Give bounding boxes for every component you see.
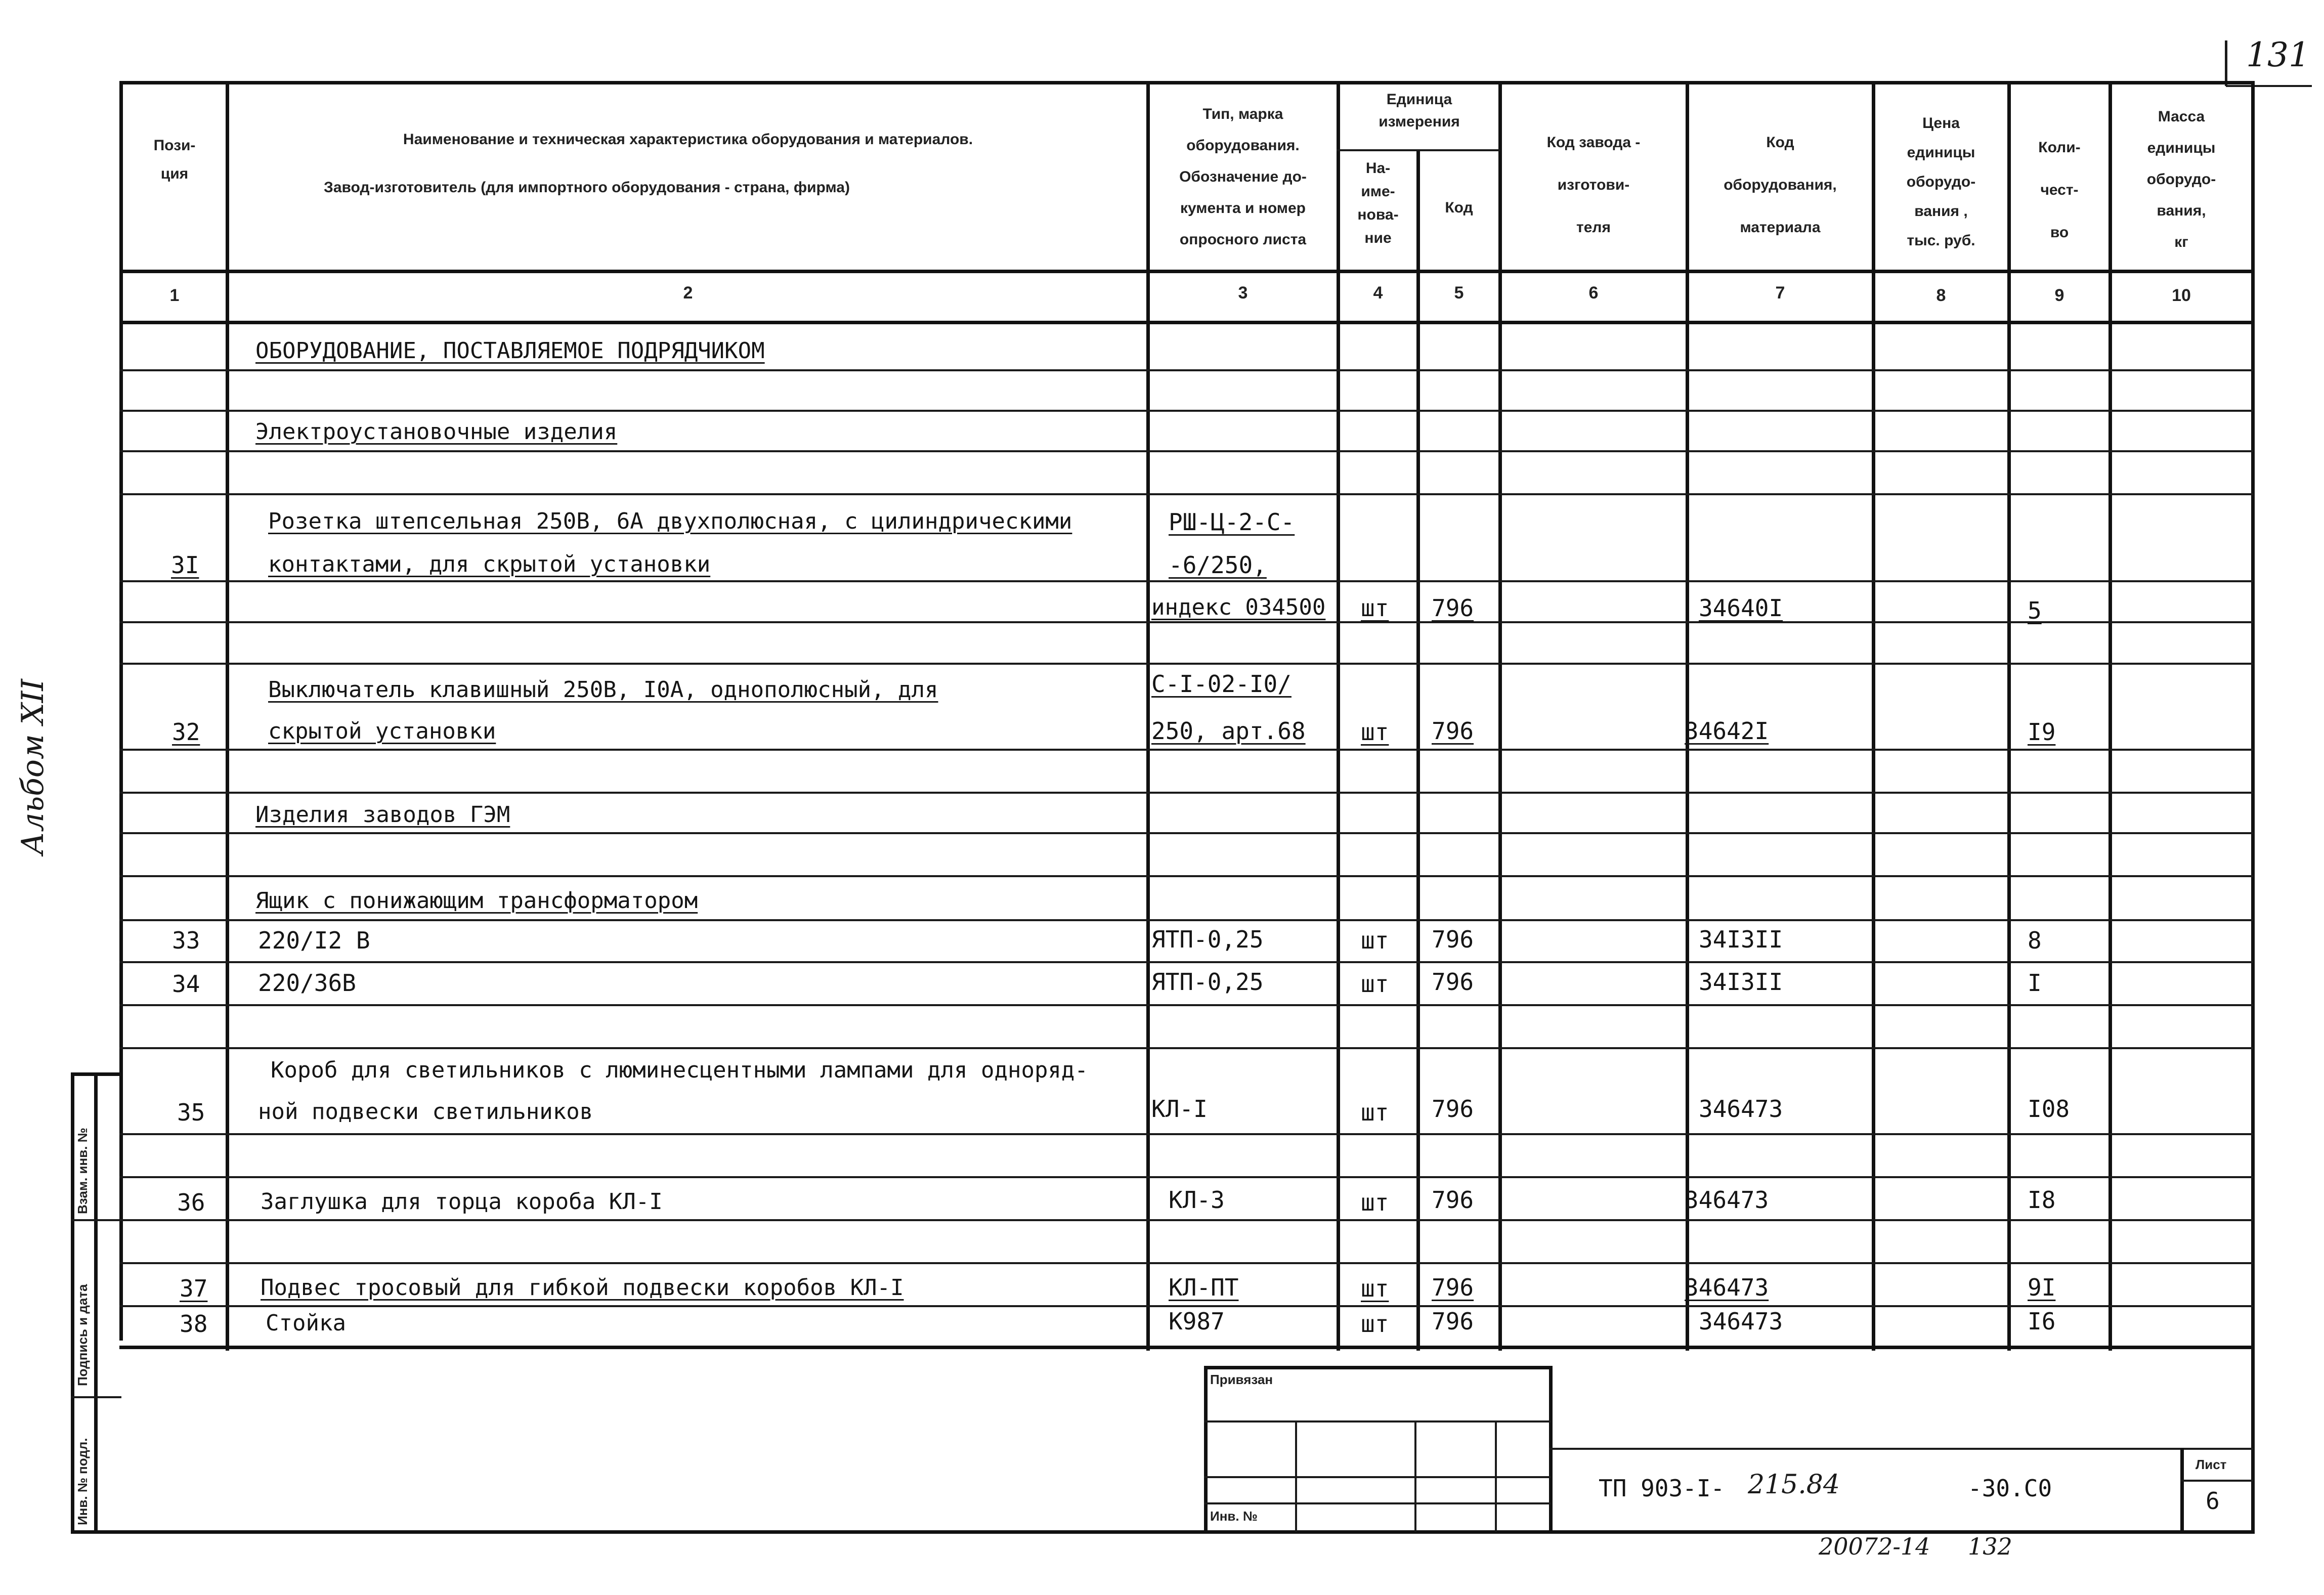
row-line — [119, 621, 2253, 623]
doc-code: ТП 903-I- — [1599, 1475, 1725, 1502]
col-line-9 — [2108, 81, 2112, 1351]
body-bottom — [119, 1346, 2253, 1349]
sheet-box-divider — [2180, 1480, 2253, 1482]
col-line-3 — [1337, 81, 1340, 1351]
header-type: Тип, марка оборудования. Обозначение до- кумента и номер опросного листа — [1179, 106, 1307, 248]
colnum-5: 5 — [1454, 283, 1464, 303]
row-33-unit: шт — [1361, 927, 1389, 954]
row-33-quantity: 8 — [2028, 927, 2042, 954]
row-36-unit-code: 796 — [1432, 1186, 1474, 1214]
header-mass: Масса единицы оборудо- вания, кг — [2146, 108, 2216, 250]
section-heading: Изделия заводов ГЭМ — [255, 802, 510, 828]
sheet-label: Лист — [2196, 1457, 2227, 1472]
row-35-unit-code: 796 — [1432, 1095, 1474, 1123]
colnum-10: 10 — [2172, 286, 2191, 305]
row-line — [119, 410, 2253, 412]
colnum-9: 9 — [2054, 286, 2064, 305]
title-block-col — [1414, 1420, 1416, 1532]
row-34-position: 34 — [172, 970, 200, 998]
section-heading: Электроустановочные изделия — [255, 419, 618, 445]
row-line — [119, 1262, 2253, 1264]
row-34-unit: шт — [1361, 970, 1389, 998]
row-line — [119, 1176, 2253, 1178]
side-stamp-divider — [71, 1396, 121, 1398]
doc-code-handwritten: 215.84 — [1748, 1470, 1840, 1500]
row-line — [119, 832, 2253, 834]
doc-code-top — [1549, 1448, 2253, 1450]
colnum-2: 2 — [683, 283, 693, 303]
title-block-top — [1204, 1366, 1551, 1369]
row-31-position: 3I — [171, 551, 199, 579]
row-32-unit-code: 796 — [1432, 717, 1474, 745]
row-33-material-code: 34I3II — [1699, 926, 1783, 953]
row-37-type: КЛ-ПТ — [1169, 1274, 1239, 1301]
title-block-left — [1204, 1366, 1208, 1532]
title-block-row — [1204, 1476, 1551, 1478]
album-label: Альбом XII — [15, 679, 51, 855]
doc-suffix: -30.С0 — [1968, 1475, 2052, 1502]
row-37-name: Подвес тросовый для гибкой подвески коробов КЛ-I — [261, 1275, 904, 1301]
side-stamp-vzam: Взам. инв. № — [75, 1128, 90, 1214]
title-block-inv-no: Инв. № — [1210, 1508, 1258, 1524]
title-block-row — [1204, 1420, 1551, 1422]
row-32-unit: шт — [1361, 718, 1389, 746]
page-number-mark — [2225, 40, 2227, 86]
col-line-7 — [1872, 81, 1875, 1351]
row-31-unit: шт — [1361, 594, 1389, 622]
row-33-name: 220/I2 В — [258, 927, 370, 954]
row-34-type: ЯТП-0,25 — [1151, 968, 1264, 996]
row-32-name-line2: скрытой установки — [268, 718, 496, 744]
page-number-underline — [2226, 85, 2312, 87]
row-31-name-line2: контактами, для скрытой установки — [268, 551, 711, 577]
header-unit-group: Единица измерения — [1379, 91, 1460, 130]
row-line — [119, 450, 2253, 452]
colnum-bottom — [119, 321, 2253, 324]
col-line-6 — [1686, 81, 1689, 1351]
row-line — [119, 961, 2253, 963]
row-line — [119, 1305, 2253, 1307]
row-line — [119, 580, 2253, 582]
row-37-quantity: 9I — [2028, 1274, 2056, 1301]
row-34-unit-code: 796 — [1432, 968, 1474, 996]
row-32-position: 32 — [172, 718, 200, 746]
row-line — [119, 1219, 2253, 1221]
row-38-name: Стойка — [266, 1310, 346, 1336]
row-34-quantity: I — [2028, 969, 2042, 997]
row-37-unit: шт — [1361, 1275, 1389, 1302]
row-35-name-line2: ной подвески светильников — [258, 1099, 593, 1125]
row-36-name: Заглушка для торца короба КЛ-I — [261, 1189, 663, 1215]
col-line-2 — [1146, 81, 1150, 1351]
row-line — [119, 792, 2253, 794]
row-35-unit: шт — [1361, 1099, 1389, 1126]
side-stamp-inner — [94, 1072, 98, 1532]
row-line — [119, 1047, 2253, 1049]
row-37-material-code: 346473 — [1685, 1274, 1769, 1301]
header-unit-code: Код — [1445, 199, 1473, 216]
row-32-material-code: 34642I — [1685, 717, 1769, 745]
row-line — [119, 1133, 2253, 1135]
row-31-material-code: 34640I — [1699, 594, 1783, 622]
row-line — [119, 663, 2253, 665]
footer-archive-number: 20072-14 — [1819, 1533, 1930, 1560]
row-34-name: 220/36В — [258, 969, 356, 997]
frame-right — [2251, 81, 2255, 1533]
header-name-line2: Завод-изготовитель (для импортного оборудования - страна, фирма) — [324, 179, 850, 196]
row-37-position: 37 — [180, 1275, 208, 1302]
row-line — [119, 749, 2253, 751]
sheet-box-left — [2180, 1448, 2184, 1532]
col-line-1 — [226, 81, 229, 1351]
row-line — [119, 875, 2253, 877]
header-name-line1: Наименование и техническая характеристика оборудования и материалов. — [403, 131, 973, 148]
frame-top — [119, 81, 2253, 84]
title-block-col — [1295, 1420, 1297, 1532]
colnum-7: 7 — [1775, 283, 1785, 303]
row-38-type: К987 — [1169, 1308, 1225, 1335]
side-stamp-top — [71, 1072, 121, 1076]
row-35-quantity: I08 — [2028, 1095, 2070, 1123]
colnum-8: 8 — [1936, 286, 1946, 305]
colnum-4: 4 — [1373, 283, 1383, 303]
row-line — [119, 919, 2253, 921]
col-line-8 — [2007, 81, 2011, 1351]
row-31-type-line2: -6/250, — [1169, 551, 1267, 579]
row-37-unit-code: 796 — [1432, 1274, 1474, 1301]
row-38-position: 38 — [180, 1310, 208, 1338]
header-quantity: Коли- чест- во — [2038, 139, 2081, 241]
row-31-type-line1: РШ-Ц-2-С- — [1169, 508, 1295, 536]
row-38-quantity: I6 — [2028, 1308, 2056, 1335]
row-31-unit-code: 796 — [1432, 594, 1474, 622]
row-line — [119, 369, 2253, 371]
side-stamp-left — [71, 1072, 74, 1532]
side-stamp-divider — [71, 1219, 121, 1221]
col-line-5 — [1498, 81, 1502, 1351]
row-32-type-line2: 250, арт.68 — [1151, 717, 1306, 745]
colnum-6: 6 — [1588, 283, 1599, 303]
row-36-position: 36 — [177, 1189, 205, 1216]
title-block-col — [1495, 1420, 1497, 1532]
row-35-name-line1: Короб для светильников с люминесцентными лампами для однoряд- — [271, 1057, 1088, 1083]
row-38-unit: шт — [1361, 1310, 1389, 1338]
row-35-type: КЛ-I — [1151, 1095, 1208, 1123]
colnum-1: 1 — [169, 286, 180, 305]
row-33-name-line0: Ящик с понижающим трансформатором — [255, 888, 698, 914]
page-number: 131 — [2246, 35, 2310, 74]
row-36-unit: шт — [1361, 1189, 1389, 1216]
row-32-type-line1: С-I-02-I0/ — [1151, 670, 1292, 698]
row-35-material-code: 346473 — [1699, 1095, 1783, 1123]
side-stamp-inv-podl: Инв. № подл. — [75, 1438, 90, 1525]
row-38-unit-code: 796 — [1432, 1308, 1474, 1335]
header-unit-name: На- име- нова- ние — [1357, 160, 1399, 246]
side-stamp-podpis: Подпись и дата — [75, 1284, 90, 1386]
title-block-privyazan: Привязан — [1210, 1372, 1273, 1387]
row-33-unit-code: 796 — [1432, 926, 1474, 953]
row-33-position: 33 — [172, 927, 200, 954]
row-line — [119, 1004, 2253, 1006]
row-31-quantity: 5 — [2028, 597, 2042, 624]
sheet-number: 6 — [2206, 1487, 2220, 1515]
row-32-name-line1: Выключатель клавишный 250В, I0А, однополюсный, для — [268, 677, 938, 703]
header-price: Цена единицы оборудо- вания , тыс. руб. — [1906, 115, 1976, 249]
header-material-code: Код оборудования, материала — [1724, 134, 1837, 236]
section-heading: ОБОРУДОВАНИЕ, ПОСТАВЛЯЕМОЕ ПОДРЯДЧИКОМ — [255, 338, 765, 364]
footer-page-number: 132 — [1968, 1533, 2012, 1560]
colnum-3: 3 — [1238, 283, 1248, 303]
row-31-type-line3: индекс 034500 — [1151, 594, 1326, 620]
unit-group-divider — [1337, 149, 1500, 151]
row-36-material-code: 346473 — [1685, 1186, 1769, 1214]
row-36-quantity: I8 — [2028, 1186, 2056, 1214]
title-block-row — [1204, 1502, 1551, 1504]
header-position: Пози- ция — [153, 137, 196, 182]
row-36-type: КЛ-3 — [1169, 1186, 1225, 1214]
row-33-type: ЯТП-0,25 — [1151, 926, 1264, 953]
row-31-name-line1: Розетка штепсельная 250В, 6А двухполюсная, с цилиндрическими — [268, 508, 1072, 534]
header-factory-code: Код завода - изготови- теля — [1546, 134, 1641, 236]
row-32-quantity: I9 — [2028, 718, 2056, 746]
row-35-position: 35 — [177, 1099, 205, 1126]
row-34-material-code: 34I3II — [1699, 968, 1783, 996]
header-bottom — [119, 270, 2253, 273]
row-38-material-code: 346473 — [1699, 1308, 1783, 1335]
row-line — [119, 493, 2253, 495]
